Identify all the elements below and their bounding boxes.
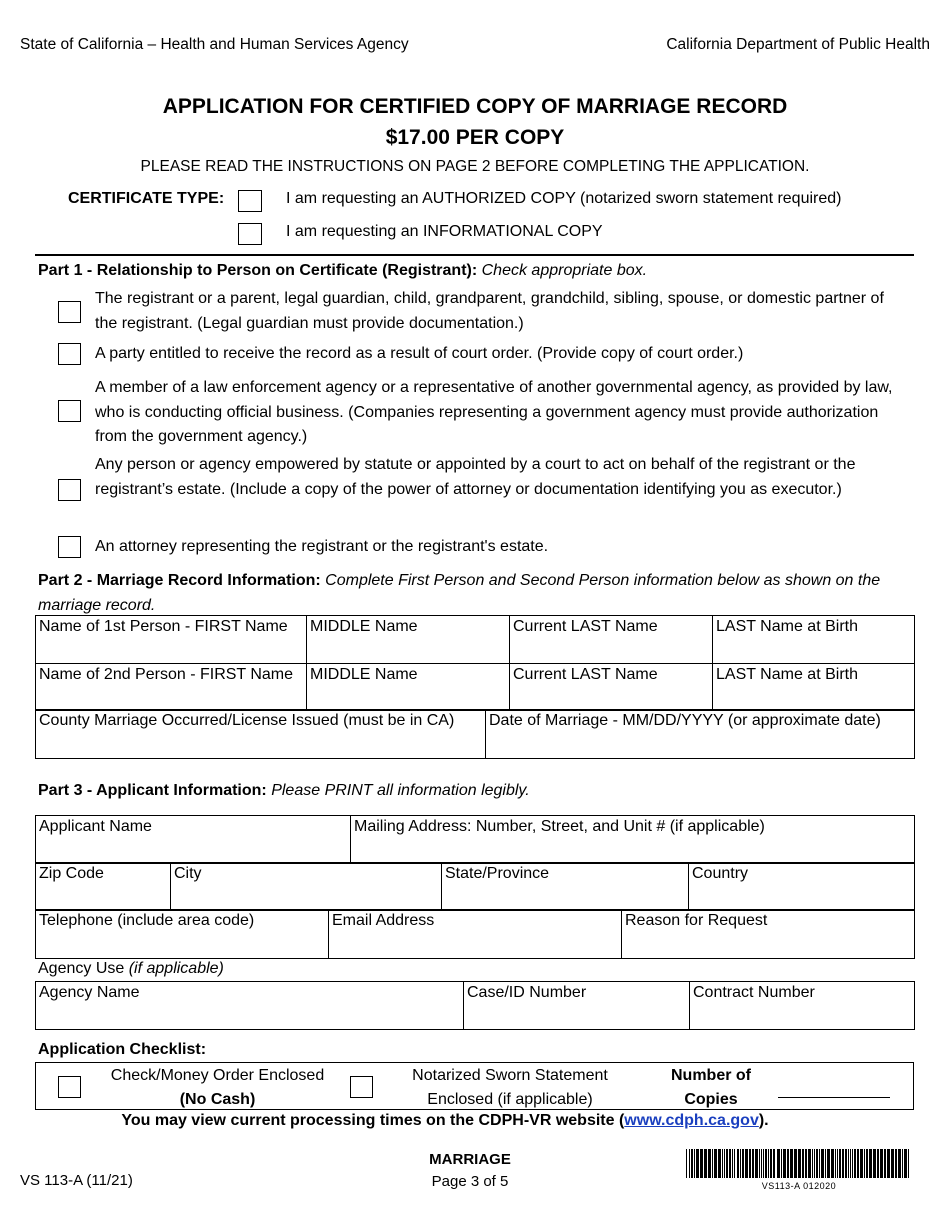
- relationship-attorney-checkbox[interactable]: [58, 536, 81, 558]
- state-province-field[interactable]: State/Province: [442, 863, 689, 911]
- number-of-copies-input[interactable]: [778, 1097, 890, 1098]
- checklist-heading: Application Checklist:: [38, 1041, 207, 1058]
- processing-times-note: [0, 1112, 890, 1130]
- applicant-row1-table: [35, 815, 915, 864]
- part2-note: Complete First Person and Second Person information below as shown on the marriage record.: [38, 572, 881, 614]
- relationship-attorney-label: An attorney representing the registrant or the registrant's estate.: [95, 538, 549, 555]
- authorized-copy-checkbox[interactable]: [238, 190, 262, 212]
- relationship-court-order-checkbox[interactable]: [58, 343, 81, 365]
- relationship-empowered-checkbox[interactable]: [58, 479, 81, 501]
- money-order-line1: Check/Money Order Enclosed: [110, 1067, 325, 1084]
- relationship-law-enforcement-label: A member of a law enforcement agency or a representative of another governmental agency, as provided by law, who is conducting official business. (Companies representing a government agency must provide authorization from the government agency.): [95, 379, 893, 445]
- money-order-label: [95, 1064, 340, 1112]
- relationship-registrant-checkbox[interactable]: [58, 301, 81, 323]
- person2-birth-last-name-field[interactable]: LAST Name at Birth: [713, 664, 915, 711]
- marriage-names-table: [35, 615, 915, 711]
- part3-note: Please PRINT all information legibly.: [271, 782, 530, 799]
- processing-text-before: You may view current processing times on the CDPH-VR website (: [121, 1112, 625, 1129]
- agency-use-heading: [38, 960, 224, 978]
- part1-title: Part 1 - Relationship to Person on Certificate (Registrant):: [38, 262, 478, 279]
- email-address-field[interactable]: Email Address: [329, 910, 622, 959]
- applicant-row3-table: [35, 909, 915, 959]
- header-department: California Department of Public Health: [666, 36, 930, 53]
- applicant-name-field[interactable]: Applicant Name: [36, 816, 351, 864]
- section-divider: [35, 254, 914, 256]
- relationship-registrant-label: The registrant or a parent, legal guardian, child, grandparent, grandchild, sibling, spouse, or domestic partner of the registrant. (Legal guardian must provide documentation.): [95, 290, 884, 332]
- contract-number-field[interactable]: Contract Number: [690, 982, 915, 1030]
- number-of-copies-label: [660, 1064, 762, 1112]
- person2-first-name-field[interactable]: Name of 2nd Person - FIRST Name: [36, 664, 307, 711]
- cdph-website-link[interactable]: www.cdph.ca.gov: [624, 1112, 759, 1129]
- money-order-checkbox[interactable]: [58, 1076, 81, 1098]
- processing-text-after: ).: [758, 1112, 769, 1129]
- mailing-address-field[interactable]: Mailing Address: Number, Street, and Unit # (if applicable): [351, 816, 915, 864]
- case-id-number-field[interactable]: Case/ID Number: [464, 982, 690, 1030]
- part1-heading: [38, 262, 647, 280]
- reason-for-request-field[interactable]: Reason for Request: [622, 910, 915, 959]
- sworn-statement-line1: Notarized Sworn Statement: [412, 1067, 608, 1084]
- money-order-line2: (No Cash): [179, 1091, 256, 1108]
- relationship-court-order-label: A party entitled to receive the record as a result of court order. (Provide copy of court order.): [95, 345, 744, 362]
- form-price: $17.00 PER COPY: [385, 126, 565, 149]
- authorized-copy-label: I am requesting an AUTHORIZED COPY (notarized sworn statement required): [286, 190, 842, 207]
- agency-table: [35, 981, 915, 1030]
- zip-code-field[interactable]: Zip Code: [36, 863, 171, 911]
- sworn-statement-checkbox[interactable]: [350, 1076, 373, 1098]
- header-agency: State of California – Health and Human Services Agency: [20, 36, 409, 53]
- footer-category: MARRIAGE: [429, 1151, 511, 1168]
- relationship-empowered-label: Any person or agency empowered by statute or appointed by a court to act on behalf of the registrant or the registrant’s estate. (Include a copy of the power of attorney or documentation identifying you as executor.): [95, 456, 856, 498]
- marriage-date-field[interactable]: Date of Marriage - MM/DD/YYYY (or approximate date): [486, 710, 915, 759]
- sworn-statement-label: [390, 1064, 630, 1112]
- country-field[interactable]: Country: [689, 863, 915, 911]
- sworn-statement-line2: Enclosed (if applicable): [427, 1091, 593, 1108]
- barcode-text: VS113-A 012020: [761, 1181, 837, 1191]
- barcode-icon: [686, 1149, 912, 1178]
- marriage-details-table: [35, 709, 915, 759]
- city-field[interactable]: City: [171, 863, 442, 911]
- person1-first-name-field[interactable]: Name of 1st Person - FIRST Name: [36, 616, 307, 664]
- certificate-type-label: CERTIFICATE TYPE:: [68, 190, 225, 207]
- telephone-field[interactable]: Telephone (include area code): [36, 910, 329, 959]
- agency-name-field[interactable]: Agency Name: [36, 982, 464, 1030]
- agency-use-note: (if applicable): [128, 960, 224, 977]
- person1-birth-last-name-field[interactable]: LAST Name at Birth: [713, 616, 915, 664]
- part2-heading: [38, 569, 898, 618]
- person2-middle-name-field[interactable]: MIDDLE Name: [307, 664, 510, 711]
- instructions-note: PLEASE READ THE INSTRUCTIONS ON PAGE 2 BEFORE COMPLETING THE APPLICATION.: [140, 158, 810, 175]
- part2-title: Part 2 - Marriage Record Information:: [38, 572, 321, 589]
- copies-line1: Number of: [671, 1067, 751, 1084]
- relationship-law-enforcement-checkbox[interactable]: [58, 400, 81, 422]
- informational-copy-label: I am requesting an INFORMATIONAL COPY: [286, 223, 603, 240]
- agency-use-label: Agency Use: [38, 960, 125, 977]
- part1-note: Check appropriate box.: [481, 262, 648, 279]
- person2-current-last-name-field[interactable]: Current LAST Name: [510, 664, 713, 711]
- form-title: APPLICATION FOR CERTIFIED COPY OF MARRIAGE RECORD: [162, 95, 788, 118]
- form-number: VS 113-A (11/21): [20, 1172, 133, 1189]
- person1-middle-name-field[interactable]: MIDDLE Name: [307, 616, 510, 664]
- copies-line2: Copies: [684, 1091, 738, 1108]
- footer-page-number: Page 3 of 5: [431, 1173, 509, 1190]
- part3-title: Part 3 - Applicant Information:: [38, 782, 267, 799]
- part3-heading: [38, 782, 530, 800]
- person1-current-last-name-field[interactable]: Current LAST Name: [510, 616, 713, 664]
- applicant-row2-table: [35, 862, 915, 911]
- marriage-county-field[interactable]: County Marriage Occurred/License Issued (must be in CA): [36, 710, 486, 759]
- informational-copy-checkbox[interactable]: [238, 223, 262, 245]
